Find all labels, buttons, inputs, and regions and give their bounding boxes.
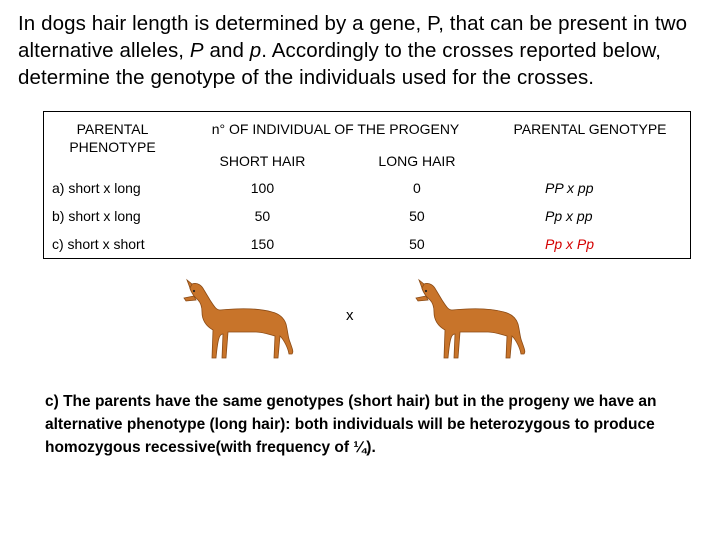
intro-text (18, 10, 713, 91)
subheader-long-hair: LONG HAIR (378, 153, 456, 169)
row-long-count: 50 (409, 236, 425, 252)
intro-part1: In dogs hair length is determined by a gene, P, that can be present in two alternative alleles, (18, 12, 688, 62)
header-progeny: n° OF INDIVIDUAL OF THE PROGENY (211, 121, 460, 137)
row-genotype: Pp x pp (545, 208, 593, 224)
row-genotype-highlight: Pp x Pp (545, 236, 595, 252)
row-phenotype: c) short x short (52, 236, 145, 252)
row-short-count: 50 (254, 208, 271, 224)
row-short-count: 100 (250, 180, 275, 196)
dog-left-image (180, 278, 295, 360)
row-phenotype: b) short x long (52, 208, 141, 224)
row-long-count: 0 (413, 180, 421, 196)
cross-table (43, 111, 691, 259)
table-row (44, 230, 691, 259)
row-genotype: PP x pp (545, 180, 594, 196)
header-parental-genotype: PARENTAL GENOTYPE (513, 121, 667, 137)
subheader-short-hair: SHORT HAIR (219, 153, 306, 169)
table-row (44, 174, 691, 202)
dog-right-image (412, 278, 527, 360)
cross-symbol: x (346, 307, 354, 324)
table-row (44, 202, 691, 230)
header-parental-phenotype: PARENTAL PHENOTYPE (69, 121, 156, 155)
row-short-count: 150 (250, 236, 275, 252)
intro-and: and (203, 39, 250, 62)
row-long-count: 50 (409, 208, 425, 224)
allele-dominant: P (189, 39, 204, 62)
conclusion-text: c) The parents have the same genotypes (short hair) but in the progeny we have an alternative phenotype (long hair): both individuals will be heterozygous to produce homozygous recessive(with frequency of ¼). (45, 393, 657, 456)
row-phenotype: a) short x long (52, 180, 141, 196)
intro-part2: . Accordingly to the crosses reported below, determine the genotype of the individuals used for the crosses. (18, 39, 662, 89)
allele-recessive: p (249, 39, 262, 62)
